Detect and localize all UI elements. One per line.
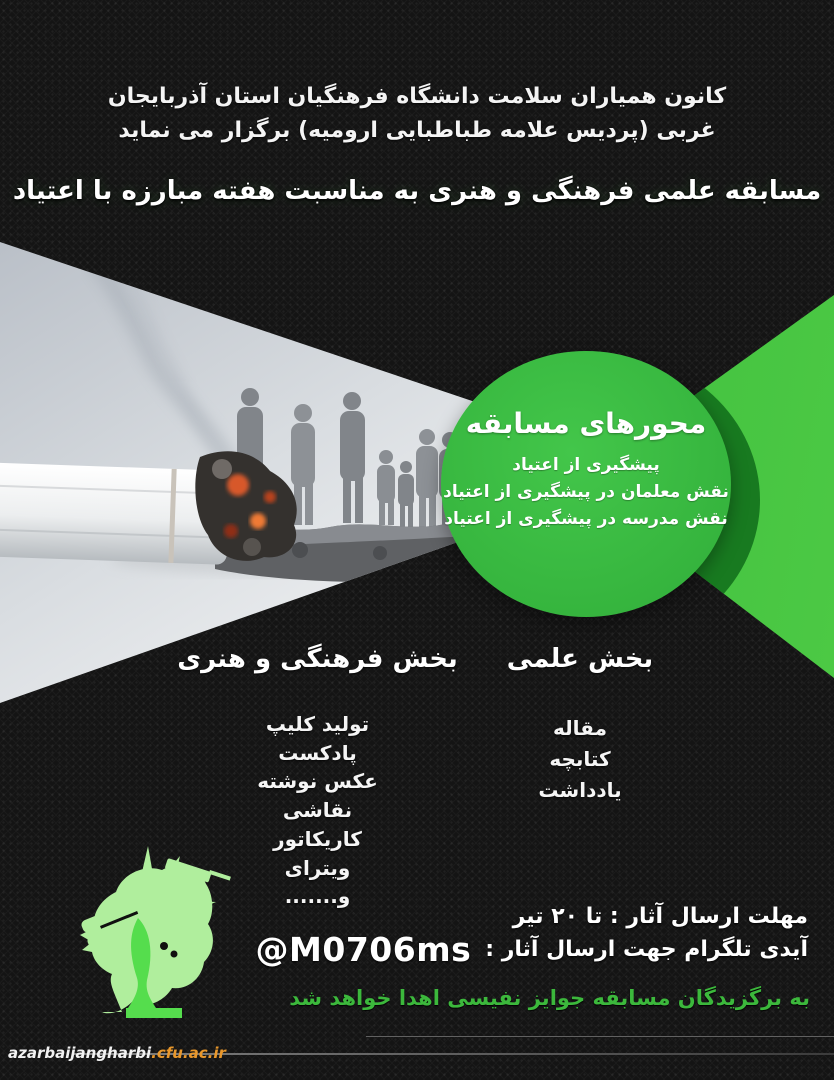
cigarette-body	[0, 462, 230, 565]
telegram-id: @M0706ms	[255, 930, 472, 969]
cultural-item: کاریکاتور	[273, 826, 362, 851]
scientific-item: یادداشت	[538, 778, 622, 802]
topics-heading: محورهای مسابقه	[465, 407, 707, 440]
organizer-line-2: غربی (پردیس علامه طباطبایی ارومیه) برگزار می نماید	[118, 118, 716, 143]
cultural-item: و.......	[284, 884, 351, 909]
topics-list	[441, 452, 731, 533]
organizer-line-1: کانون همیاران سلامت دانشگاه فرهنگیان استان آذربایجان	[107, 84, 727, 109]
scientific-section-list	[460, 713, 700, 806]
cultural-item: تولید کلیپ	[265, 712, 370, 736]
addiction-brain-icon	[42, 830, 242, 1025]
divider-line-short	[366, 1036, 834, 1037]
topic-item: نقش مدرسه در پیشگیری از اعتیاد	[444, 509, 728, 529]
scientific-item: مقاله	[553, 716, 607, 740]
topic-item: نقش معلمان در پیشگیری از اعتیاد	[443, 482, 729, 502]
scientific-item: کتابچه	[549, 747, 611, 771]
topic-item: پیشگیری از اعتیاد	[512, 455, 660, 475]
website-text	[8, 1044, 226, 1062]
topics-circle	[441, 351, 731, 617]
cultural-section-heading: بخش فرهنگی و هنری	[177, 644, 458, 674]
poster-title: مسابقه علمی فرهنگی و هنری به مناسبت هفته مبارزه با اعتیاد	[12, 176, 822, 206]
website-domain: .cfu.ac.ir	[151, 1044, 226, 1062]
deadline-text: مهلت ارسال آثار : تا ۲۰ تیر	[512, 904, 808, 929]
organizer-text	[0, 80, 834, 148]
telegram-row	[256, 930, 808, 969]
cultural-item: پادکست	[278, 740, 357, 765]
website-name: azarbaijangharbi	[8, 1044, 152, 1062]
prize-text: به برگزیدگان مسابقه جوایز نفیسی اهدا خواهد شد	[289, 986, 810, 1010]
cultural-item: عکس نوشته	[257, 769, 378, 794]
cultural-item: ویترای	[284, 855, 351, 880]
cultural-item: نقاشی	[282, 798, 353, 823]
telegram-label: آیدی تلگرام جهت ارسال آثار :	[485, 937, 808, 962]
scientific-section-heading: بخش علمی	[506, 644, 654, 674]
